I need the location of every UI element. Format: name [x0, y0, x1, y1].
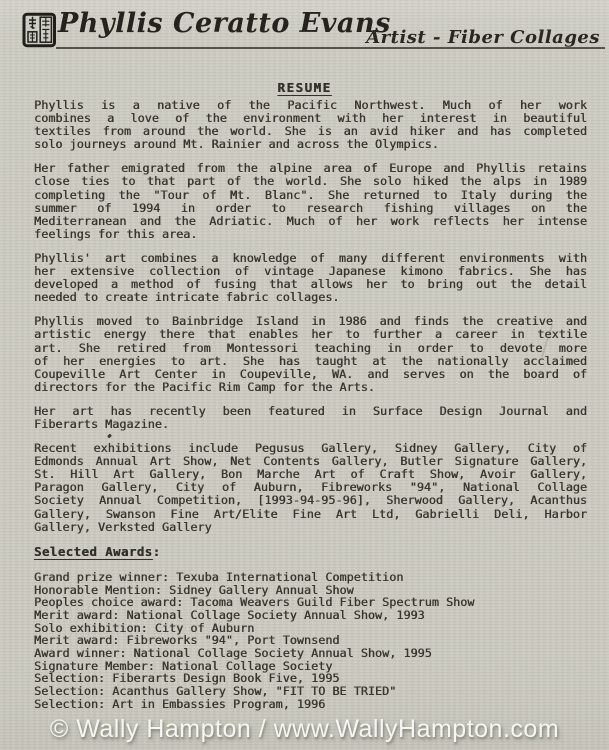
resume-line: Edmonds Annual Art Show, Net Contents Gallery, Butler Signature Gallery, — [34, 454, 587, 469]
resume-line: her extensive collection of vintage Japanese kimono fabrics. She has — [34, 264, 587, 279]
resume-line: Her art has recently been featured in Surface Design Journal and — [34, 403, 587, 418]
resume-line: developed a method of fusing that allows her to bring out the detail — [34, 277, 587, 292]
resume-line: solo journeys around Mt. Rainier and across the Olympics. — [34, 137, 439, 152]
letterhead-name: Phyllis Ceratto Evans — [58, 8, 391, 39]
resume-line: Phyllis is a native of the Pacific Northwest. Much of her work — [34, 98, 587, 112]
award-line: Honorable Mention: Sidney Gallery Annual Show — [34, 582, 354, 597]
resume-line: St. Hill Art Gallery, Bon Marche Art of Craft Show, Avoir Gallery, — [34, 467, 587, 482]
resume-line: Phyllis' art combines a knowledge of many different environments with — [34, 250, 587, 265]
resume-line: completing the "Tour of Mt. Blanc". She returned to Italy during the — [34, 187, 587, 202]
resume-line: close ties to that part of the world. She solo hiked the alps in 1989 — [34, 174, 587, 189]
resume-line: Gallery, Swanson Fine Art/Elite Fine Art Ltd, Gabrielli Deli, Harbor — [34, 506, 587, 521]
resume-line: Paragon Gallery, City of Auburn, Fibreworks "94", National Collage — [34, 480, 587, 495]
award-line: Selection: Art in Embassies Program, 1996 — [34, 696, 326, 711]
resume-paragraph — [34, 442, 587, 534]
copyright-watermark: © Wally Hampton / www.WallyHampton.com — [49, 715, 560, 743]
award-line: Merit award: Fibreworks "94", Port Townsend — [34, 633, 340, 648]
resume-line: Phyllis moved to Bainbridge Island in 1986 and finds the creative and — [34, 314, 587, 329]
document-title: RESUME — [277, 80, 332, 95]
resume-line: Coupeville Art Center in Coupeville, WA. and serves on the board of — [34, 366, 587, 381]
resume-paragraph — [34, 162, 587, 241]
resume-line: Society Annual Competition, [1993-94-95-96], Sherwood Gallery, Acanthus — [34, 493, 587, 508]
award-line: Selection: Acanthus Gallery Show, "FIT TO BE TRIED" — [34, 684, 397, 699]
resume-paragraph — [34, 315, 587, 394]
resume-paragraph — [34, 405, 587, 431]
award-line: Merit award: National Collage Society Annual Show, 1993 — [34, 607, 425, 622]
award-line: Solo exhibition: City of Auburn — [34, 620, 255, 635]
selected-awards-heading: Selected Awards: — [34, 544, 161, 559]
resume-line: directors for the Pacific Rim Camp for the Arts. — [34, 379, 375, 394]
resume-line: artistic energy there that enables her to further a career in textile — [34, 327, 587, 342]
resume-paragraph — [34, 252, 587, 304]
resume-line: textiles from around the world. She is an avid hiker and has completed — [34, 124, 587, 139]
resume-line: needed to create intricate fabric collages. — [34, 290, 340, 305]
award-line: Grand prize winner: Texuba International Competition — [34, 569, 404, 584]
resume-line: feelings for this area. — [34, 226, 198, 241]
letterhead-tagline: Artist - Fiber Collages — [366, 27, 600, 48]
resume-line: of her energies to art. She has taught at the nationally acclaimed — [34, 353, 587, 368]
resume-line: Her father emigrated from the alpine area of Europe and Phyllis retains — [34, 161, 587, 176]
resume-line: combines a love of the environment with her interest in beautiful — [34, 111, 587, 126]
award-line: Award winner: National Collage Society Annual Show, 1995 — [34, 646, 432, 661]
resume-line: Mediterranean and the Adriatic. Much of her work reflects her intense — [34, 213, 587, 228]
resume-body — [34, 99, 587, 711]
resume-line: Recent exhibitions include Pegusus Gallery, Sidney Gallery, City of — [34, 441, 587, 456]
award-line: Selection: Fiberarts Design Book Five, 1995 — [34, 671, 340, 686]
award-line: Peoples choice award: Tacoma Weavers Guild Fiber Spectrum Show — [34, 595, 475, 610]
resume-line: summer of 1994 in order to research fishing villages on the — [34, 200, 587, 215]
resume-paragraph — [34, 99, 587, 151]
resume-line: Gallery, Verksted Gallery — [34, 519, 212, 534]
resume-line: art. She retired from Montessori teaching in order to devote more — [34, 340, 587, 355]
resume-line: Fiberarts Magazine. — [34, 416, 169, 431]
award-line: Signature Member: National Collage Society — [34, 658, 333, 673]
asian-seal-stamp-icon — [22, 12, 57, 52]
